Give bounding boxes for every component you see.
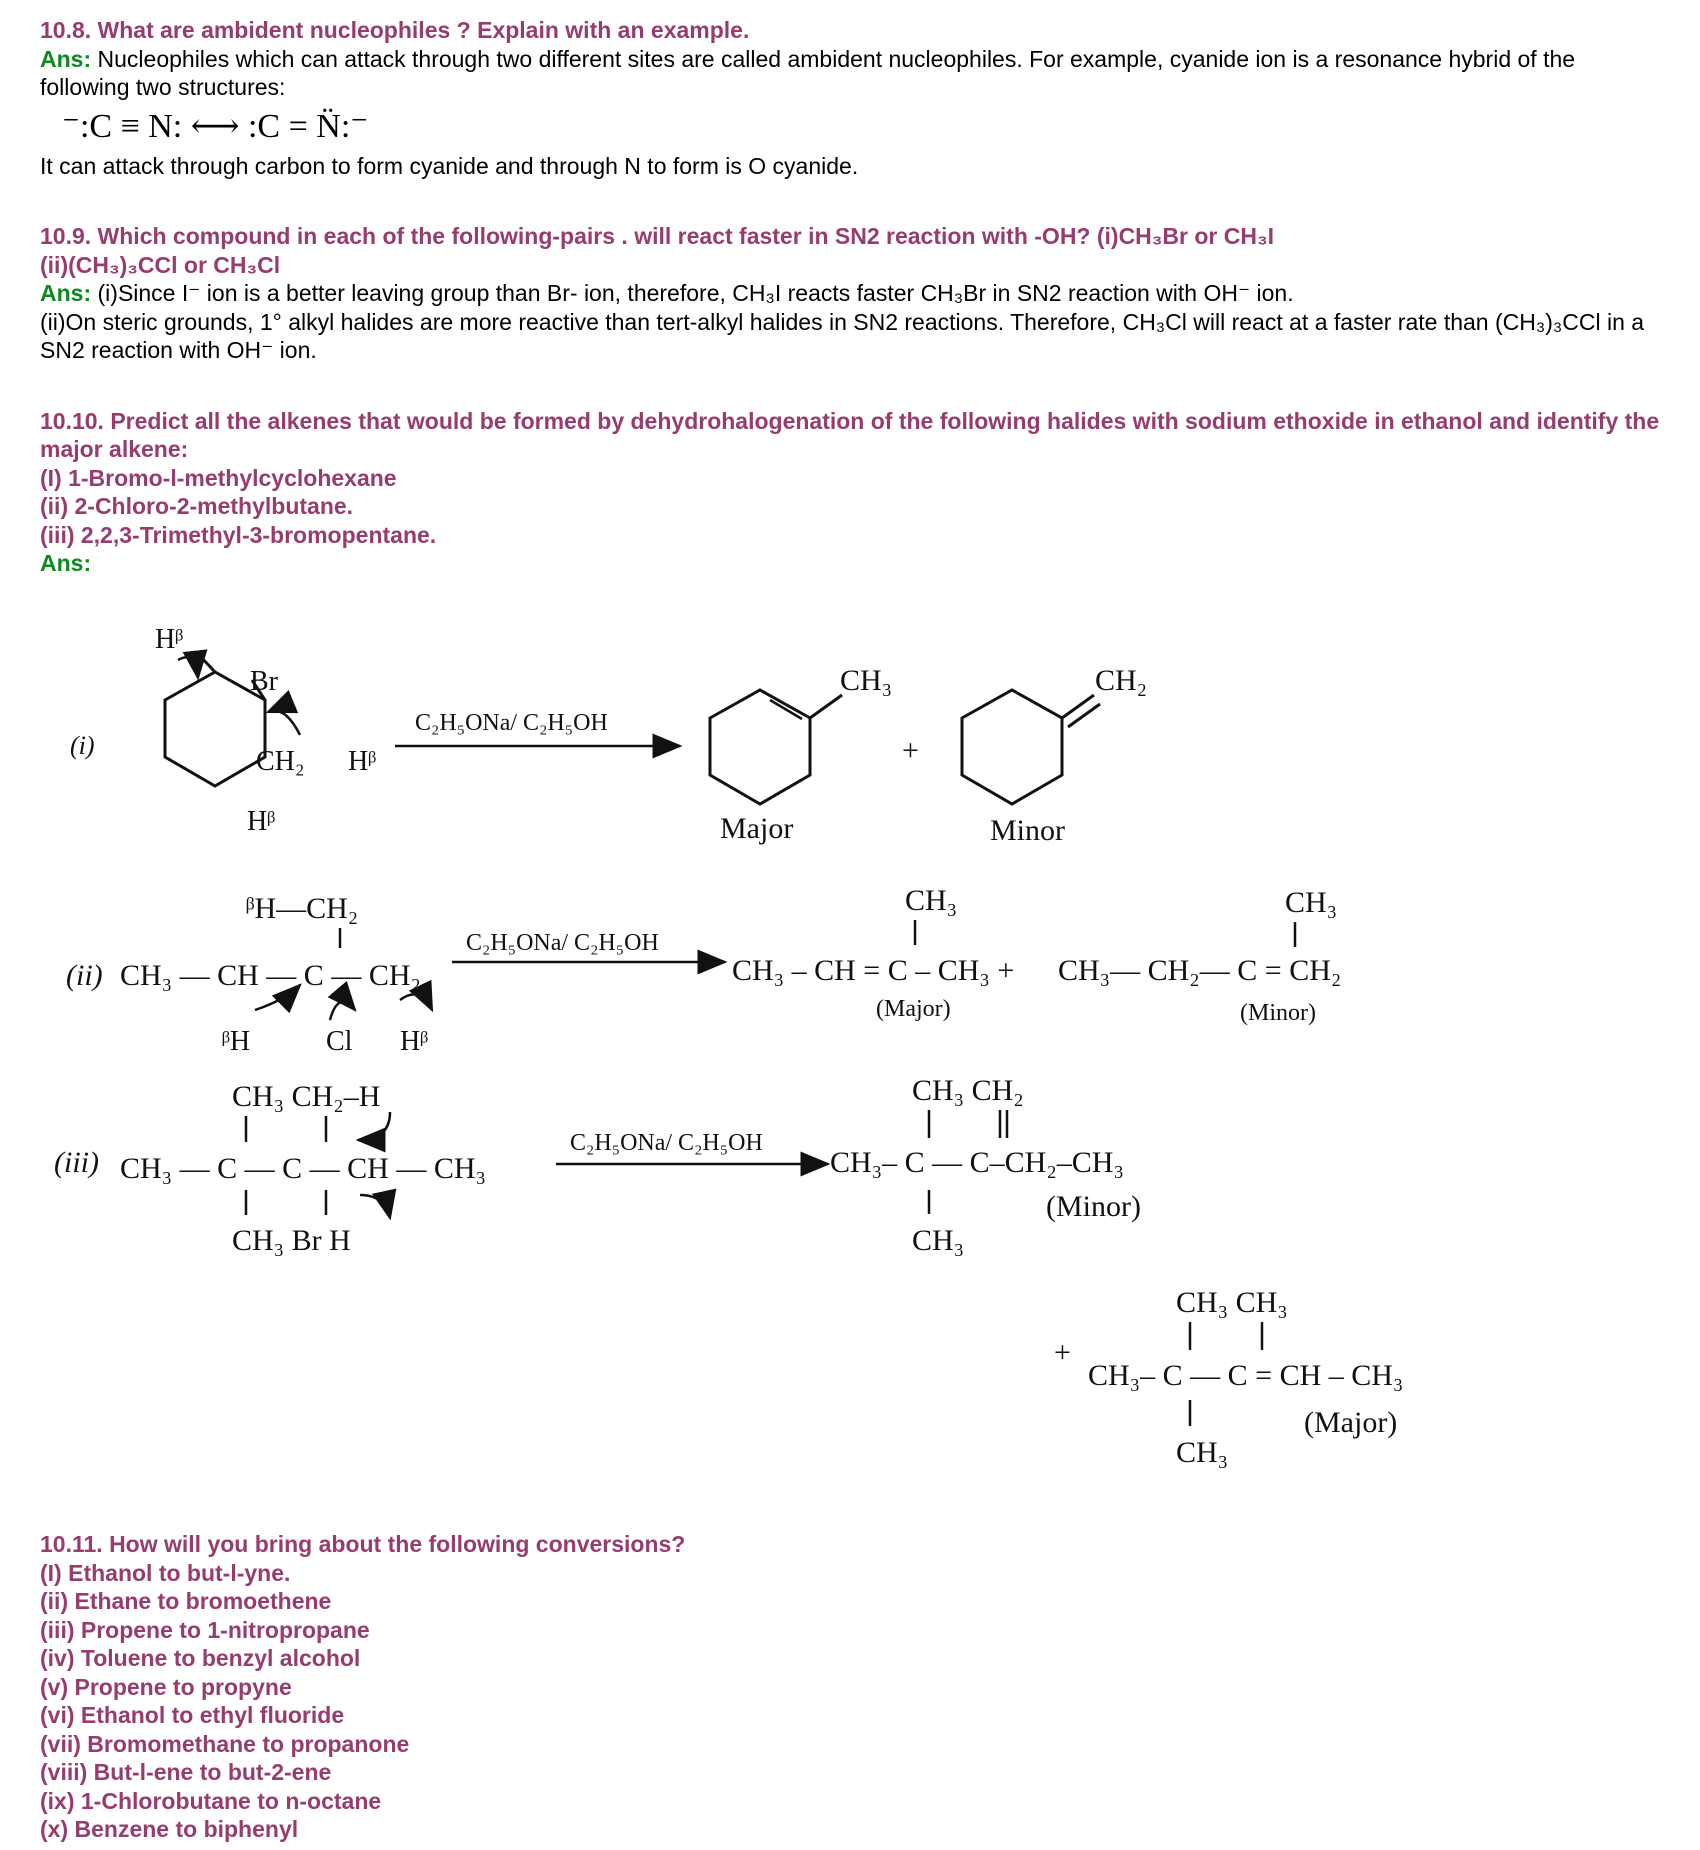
conversion-item-10: (x) Benzene to biphenyl — [40, 1816, 299, 1842]
beta-hydrogen-top: Hᵝ — [155, 624, 184, 655]
cyanide-resonance-structure: ⁻:C ≡ N: ⟷ :C = N̈:⁻ — [62, 107, 369, 145]
reaction-iii — [54, 1074, 1403, 1469]
reactant-iii-chain: CH₃ — C — C — CH — CH₃ — [120, 1152, 486, 1185]
product-minor-substituent: CH₂ — [1095, 664, 1148, 697]
question-10-10: 10.10. Predict all the alkenes that would be formed by dehydrohalogenation of the following halides with sodium ethoxide in ethanol and identify the major alkene: — [40, 407, 1660, 462]
answer-text: Nucleophiles which can attack through two different sites are called ambident nucleophiles. For example, cyanide ion is a resonance hybrid of the following two structures: — [40, 45, 1576, 100]
reactant-ii-chlorine: Cl — [326, 1026, 353, 1057]
electron-arrow-6 — [358, 1112, 390, 1140]
product-iii-major-chain: CH₃– C — C = CH – CH₃ — [1088, 1359, 1404, 1392]
reactant-iii-top: CH₃ CH₂–H — [232, 1080, 381, 1113]
answer-10-8-conclusion: It can attack through carbon to form cyanide and through N to form is O cyanide. — [40, 152, 859, 179]
question-10-9-line1: 10.9. Which compound in each of the following-pairs . will react faster in SN2 reaction with -OH? (i)CH₃Br or CH₃I — [40, 223, 1275, 249]
product-iii-major-label: (Major) — [1304, 1406, 1398, 1439]
conversion-item-7: (vii) Bromomethane to propanone — [40, 1730, 410, 1757]
conversion-item-8: (viii) But-l-ene to but-2-ene — [40, 1759, 332, 1785]
conversion-item-9: (ix) 1-Chlorobutane to n-octane — [40, 1787, 382, 1814]
question-10-8: 10.8. What are ambident nucleophiles ? Explain with an example. — [40, 17, 750, 43]
product-ii-major-chain: CH₃ – CH = C – CH₃ + — [732, 954, 1015, 987]
conversion-item-3: (iii) Propene to 1-nitropropane — [40, 1616, 370, 1643]
conversion-item-6: (vi) Ethanol to ethyl fluoride — [40, 1702, 345, 1728]
conversion-item-4: (iv) Toluene to benzyl alcohol — [40, 1645, 361, 1671]
question-10-11: 10.11. How will you bring about the following conversions? — [40, 1531, 686, 1557]
product-iii-major-top: CH₃ CH₃ — [1176, 1286, 1288, 1319]
product-iii-minor-top: CH₃ CH₂ — [912, 1074, 1024, 1107]
electron-arrow-1 — [178, 657, 198, 678]
product-ii-major-label: (Major) — [876, 996, 951, 1022]
reactant-ii-top: ᵝH—CH₂ — [246, 892, 359, 925]
question-10-10-item-1: (I) 1-Bromo-l-methylcyclohexane — [40, 464, 397, 491]
product-methylenecyclohexane-ring — [962, 690, 1062, 804]
product-methylcyclohexene-ring — [710, 690, 810, 804]
electron-arrow-4 — [330, 1002, 355, 1020]
answer-text: (i)Since I⁻ ion is a better leaving group than Br- ion, therefore, CH₃I reacts faster CH₃Br in SN2 reaction with OH⁻ ion. — [91, 280, 1294, 306]
beta-hydrogen-bottom: Hᵝ — [247, 806, 276, 837]
reaction-ii — [66, 884, 1341, 1057]
product-iii-major-bottom: CH₃ — [1176, 1436, 1229, 1469]
bromine-label: Br — [250, 666, 278, 697]
reagent-iii: C₂H₅ONa/ C₂H₅OH — [570, 1130, 763, 1156]
product-ii-minor-top: CH₃ — [1285, 886, 1338, 919]
reagent-ii: C₂H₅ONa/ C₂H₅OH — [466, 930, 659, 956]
plus-sign-i: + — [902, 734, 919, 767]
answer-10-9-line2: (ii)On steric grounds, 1° alkyl halides are more reactive than tert-alkyl halides in SN2 reactions. Therefore, CH₃Cl will react at a faster rate than (CH₃)₃CCl in a SN2 reaction with OH⁻ ion. — [40, 308, 1645, 363]
plus-sign-iii: + — [1054, 1336, 1071, 1369]
reactant-ii-beta-h-right: Hᵝ — [400, 1026, 429, 1057]
reagent-i: C₂H₅ONa/ C₂H₅OH — [415, 710, 608, 736]
major-label-i: Major — [720, 812, 794, 845]
product-major-substituent: CH₃ — [840, 664, 893, 697]
beta-hydrogen-right: Hᵝ — [348, 746, 377, 777]
reactant-ii-beta-h-left: ᵝH — [222, 1026, 251, 1057]
question-10-10-item-3: (iii) 2,2,3-Trimethyl-3-bromopentane. — [40, 521, 437, 548]
answer-10-10-label: Ans: — [40, 550, 92, 576]
question-10-9-line2: (ii)(CH₃)₃CCl or CH₃Cl — [40, 251, 281, 278]
question-10-10-item-2: (ii) 2-Chloro-2-methylbutane. — [40, 493, 354, 519]
product-iii-minor-bottom: CH₃ — [912, 1224, 965, 1257]
reaction-iii-label: (iii) — [54, 1146, 99, 1179]
electron-arrow-7 — [360, 1195, 390, 1218]
product-iii-minor-chain: CH₃– C — C–CH₂–CH₃ — [830, 1146, 1124, 1179]
conversion-item-5: (v) Propene to propyne — [40, 1673, 292, 1700]
reactant-ii-chain: CH₃ — CH — C — CH₂ — [120, 959, 421, 992]
methylene-label: CH₂ — [256, 746, 305, 777]
reaction-i-label: (i) — [70, 731, 95, 760]
conversion-item-2: (ii) Ethane to bromoethene — [40, 1588, 332, 1614]
question-10-11-block — [40, 1530, 1670, 1844]
electron-arrow-5 — [400, 994, 432, 1010]
reactant-iii-bottom: CH₃ Br H — [232, 1224, 351, 1257]
product-ii-minor-chain: CH₃— CH₂— C = CH₂ — [1058, 954, 1342, 987]
conversion-item-1: (I) Ethanol to but-l-yne. — [40, 1559, 291, 1586]
answer-label: Ans: — [40, 280, 92, 306]
reaction-ii-label: (ii) — [66, 959, 103, 992]
electron-arrow-2 — [268, 711, 300, 735]
product-ii-major-top: CH₃ — [905, 884, 958, 917]
answer-label: Ans: — [40, 45, 92, 72]
product-iii-minor-label: (Minor) — [1046, 1190, 1141, 1223]
product-ii-minor-label: (Minor) — [1240, 1000, 1316, 1026]
minor-label-i: Minor — [990, 814, 1065, 847]
reaction-i — [70, 624, 1147, 847]
